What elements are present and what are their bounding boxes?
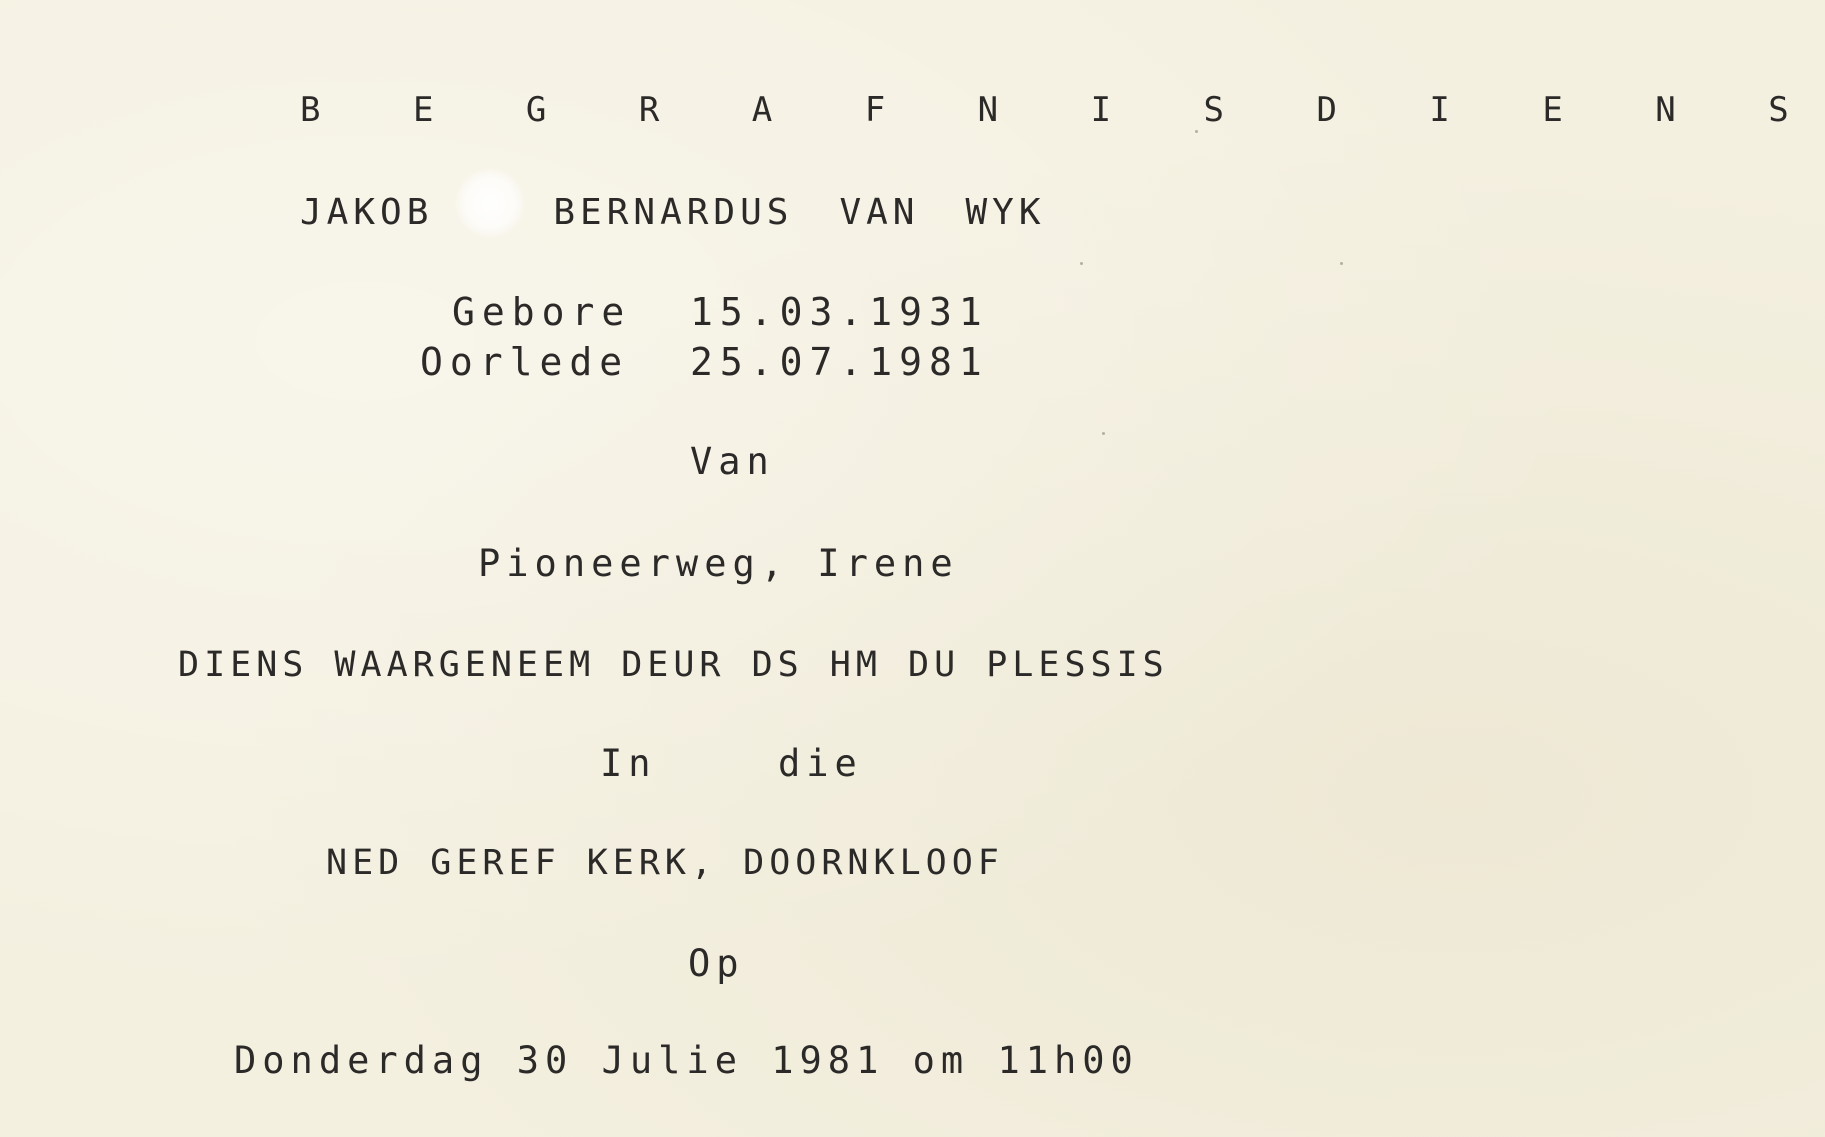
address: Pioneerweg, Irene [478, 542, 959, 585]
born-label: Gebore [452, 290, 632, 334]
officiant-line: DIENS WAARGENEEM DEUR DS HM DU PLESSIS [178, 645, 1169, 685]
died-date: 25.07.1981 [690, 340, 989, 384]
document-title: B E G R A F N I S D I E N S [300, 90, 1825, 130]
die-label: die [778, 742, 863, 785]
surname-part-1: VAN [839, 192, 920, 233]
from-label: Van [690, 440, 775, 483]
died-label: Oorlede [420, 340, 630, 384]
first-name: JAKOB [300, 192, 434, 233]
paper-speck [1340, 262, 1343, 265]
paper-speck [1080, 262, 1083, 265]
paper-speck [1102, 432, 1105, 435]
surname-part-2: WYK [965, 192, 1046, 233]
church-name: NED GEREF KERK, DOORNKLOOF [326, 843, 1004, 883]
born-date: 15.03.1931 [690, 290, 989, 334]
on-label: Op [688, 942, 745, 985]
middle-name: BERNARDUS [553, 192, 794, 233]
in-label: In [600, 742, 657, 785]
deceased-name [300, 193, 1046, 233]
service-datetime: Donderdag 30 Julie 1981 om 11h00 [234, 1039, 1139, 1082]
paper-speck [1195, 130, 1198, 133]
